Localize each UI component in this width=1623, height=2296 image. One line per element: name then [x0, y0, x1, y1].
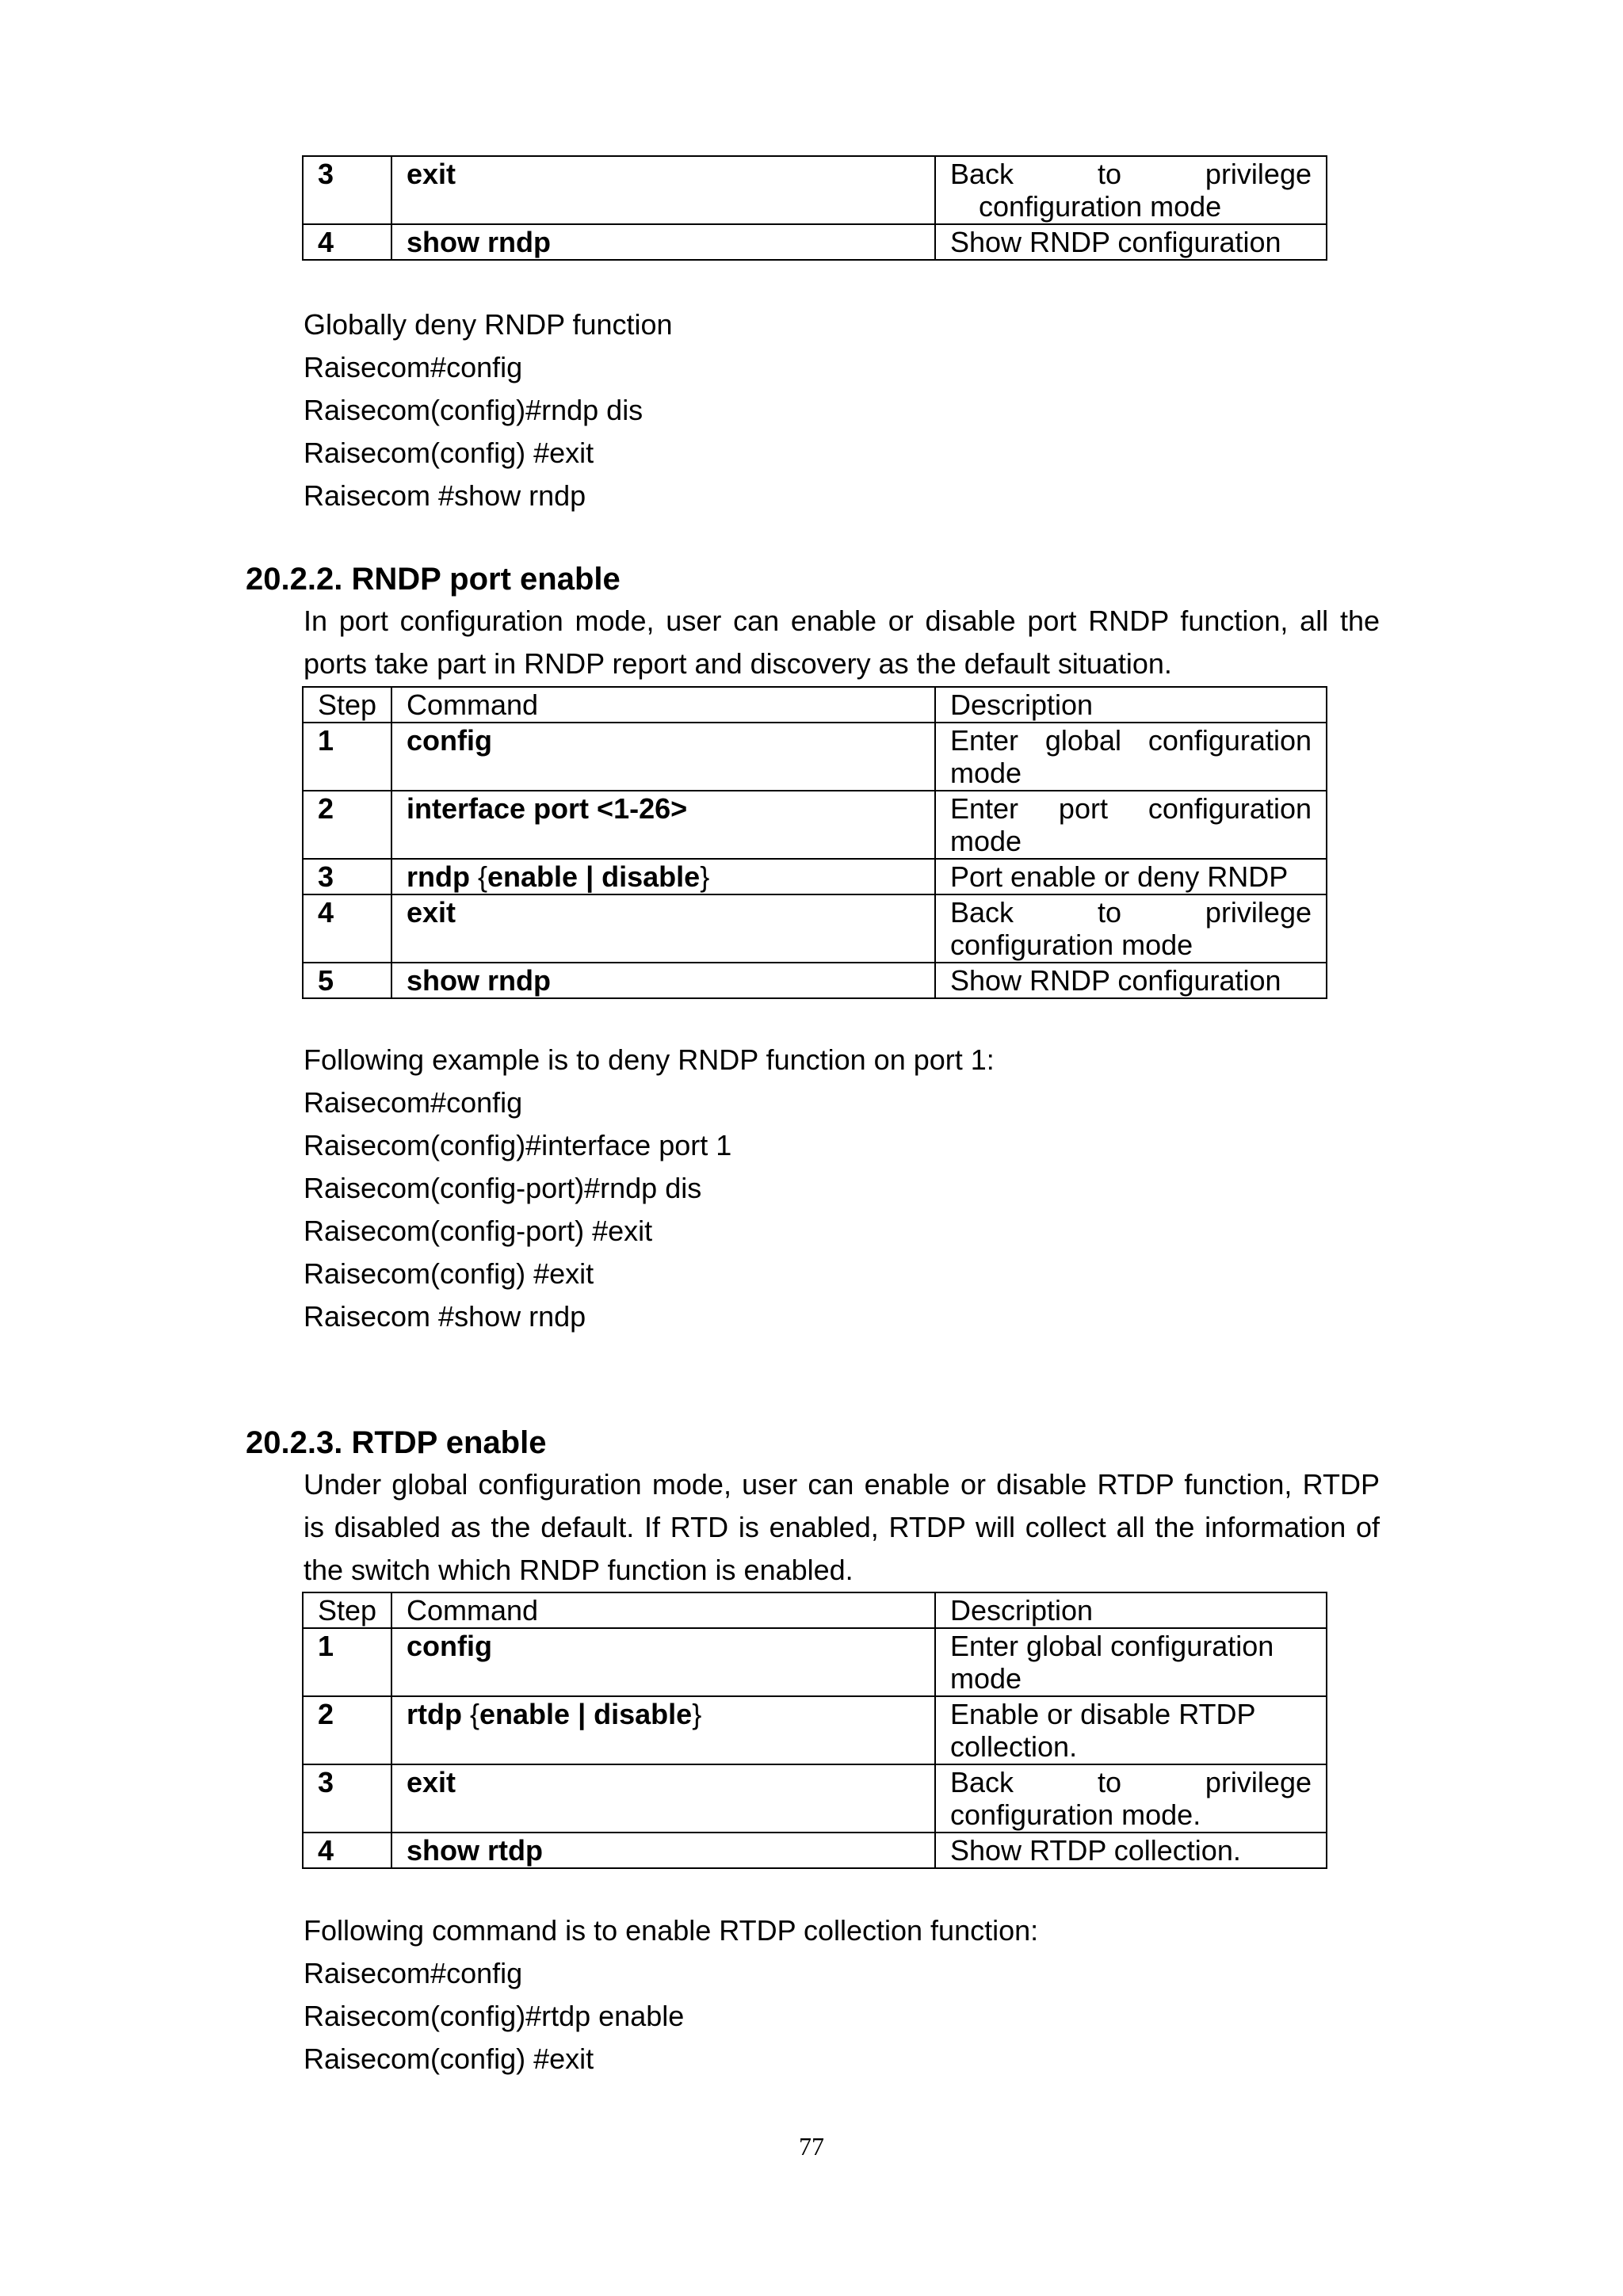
command-table-continued [302, 155, 1327, 261]
section-heading: 20.2.3. RTDP enable [246, 1425, 547, 1460]
step-cell: 3 [303, 1764, 391, 1833]
header-description: Description [935, 1592, 1327, 1628]
description-line: mode [950, 825, 1022, 857]
header-command: Command [391, 687, 935, 723]
command-cell: config [391, 1628, 935, 1696]
description-line: Back to privilege [950, 158, 1312, 190]
section-paragraph: In port configuration mode, user can enable or disable port RNDP function, all the ports take part in RNDP report and discovery as the default situation. [304, 605, 1380, 680]
header-description: Description [935, 687, 1327, 723]
code-line: Raisecom(config)#rndp dis [304, 394, 643, 426]
brace-open: { [469, 860, 488, 893]
command-cell [391, 1696, 935, 1764]
example-caption: Following example is to deny RNDP function on port 1: [304, 1043, 995, 1076]
step-cell: 1 [303, 1628, 391, 1696]
code-line: Raisecom#config [304, 1957, 523, 1989]
command-cell: exit [391, 1764, 935, 1833]
command-cell: interface port <1-26> [391, 791, 935, 859]
section-paragraph: Under global configuration mode, user can enable or disable RTDP function, RTDP is disabled as the default. If RTD is enabled, RTDP will collect all the information of the switch which RNDP function is enabled. [304, 1468, 1380, 1586]
command-cell [391, 859, 935, 894]
step-cell: 2 [303, 791, 391, 859]
header-command: Command [391, 1592, 935, 1628]
code-line: Raisecom(config) #exit [304, 437, 594, 469]
header-step: Step [303, 687, 391, 723]
description-cell: Show RNDP configuration [935, 963, 1327, 998]
description-cell: Show RTDP collection. [935, 1833, 1327, 1868]
header-step: Step [303, 1592, 391, 1628]
description-line: configuration mode. [950, 1798, 1201, 1831]
command-keyword: rndp [407, 860, 470, 893]
command-cell: exit [391, 894, 935, 963]
table-row [303, 156, 1327, 224]
brace-open: { [461, 1698, 480, 1730]
description-cell [935, 894, 1327, 963]
command-options: enable | disable [479, 1698, 693, 1730]
code-line: Raisecom(config)#interface port 1 [304, 1129, 732, 1161]
code-line: Raisecom(config-port) #exit [304, 1215, 653, 1247]
description-line: mode [950, 1662, 1022, 1695]
command-table-rtdp [302, 1592, 1327, 1869]
description-line: Enable or disable RTDP [950, 1698, 1256, 1730]
brace-close: } [692, 1698, 702, 1730]
command-options: enable | disable [487, 860, 701, 893]
step-cell: 3 [303, 156, 391, 224]
table-row [303, 791, 1327, 859]
step-cell: 2 [303, 1696, 391, 1764]
section-heading: 20.2.2. RNDP port enable [246, 562, 621, 597]
step-cell: 1 [303, 723, 391, 791]
page-number: 77 [799, 2132, 824, 2161]
code-line: Raisecom #show rndp [304, 479, 586, 512]
description-cell [935, 723, 1327, 791]
description-cell [935, 1628, 1327, 1696]
table-row [303, 1628, 1327, 1696]
table-row [303, 859, 1327, 894]
command-cell: config [391, 723, 935, 791]
table-row [303, 1833, 1327, 1868]
table-header-row [303, 687, 1327, 723]
command-cell: show rtdp [391, 1833, 935, 1868]
table-row [303, 1764, 1327, 1833]
command-cell: exit [391, 156, 935, 224]
description-line: mode [950, 757, 1022, 789]
table-header-row [303, 1592, 1327, 1628]
code-line: Raisecom(config) #exit [304, 1257, 594, 1290]
description-line: Back to privilege [950, 1766, 1312, 1798]
code-line: Raisecom#config [304, 1086, 523, 1119]
description-cell [935, 1764, 1327, 1833]
description-cell [935, 156, 1327, 224]
step-cell: 3 [303, 859, 391, 894]
code-line: Raisecom(config-port)#rndp dis [304, 1172, 702, 1204]
command-cell: show rndp [391, 224, 935, 260]
description-line: Enter port configuration [950, 792, 1312, 825]
step-cell: 4 [303, 1833, 391, 1868]
description-line: configuration mode [950, 929, 1193, 961]
description-line: Back to privilege [950, 896, 1312, 929]
brace-close: } [700, 860, 710, 893]
table-row [303, 224, 1327, 260]
description-line: collection. [950, 1730, 1078, 1763]
code-line: Raisecom#config [304, 351, 523, 383]
step-cell: 4 [303, 894, 391, 963]
example-caption: Following command is to enable RTDP collection function: [304, 1914, 1039, 1947]
command-table-rndp-port [302, 686, 1327, 999]
table-row [303, 723, 1327, 791]
table-row [303, 1696, 1327, 1764]
table-row [303, 894, 1327, 963]
code-line: Raisecom #show rndp [304, 1300, 586, 1333]
command-cell: show rndp [391, 963, 935, 998]
step-cell: 4 [303, 224, 391, 260]
step-cell: 5 [303, 963, 391, 998]
description-cell: Show RNDP configuration [935, 224, 1327, 260]
command-keyword: rtdp [407, 1698, 462, 1730]
description-line: Enter global configuration [950, 724, 1312, 757]
code-line: Raisecom(config) #exit [304, 2042, 594, 2075]
table-row [303, 963, 1327, 998]
description-cell [935, 791, 1327, 859]
description-line: Enter global configuration [950, 1630, 1274, 1662]
example-caption: Globally deny RNDP function [304, 308, 673, 341]
description-cell [935, 1696, 1327, 1764]
description-cell: Port enable or deny RNDP [935, 859, 1327, 894]
code-line: Raisecom(config)#rtdp enable [304, 2000, 685, 2032]
description-line: configuration mode [979, 190, 1222, 223]
